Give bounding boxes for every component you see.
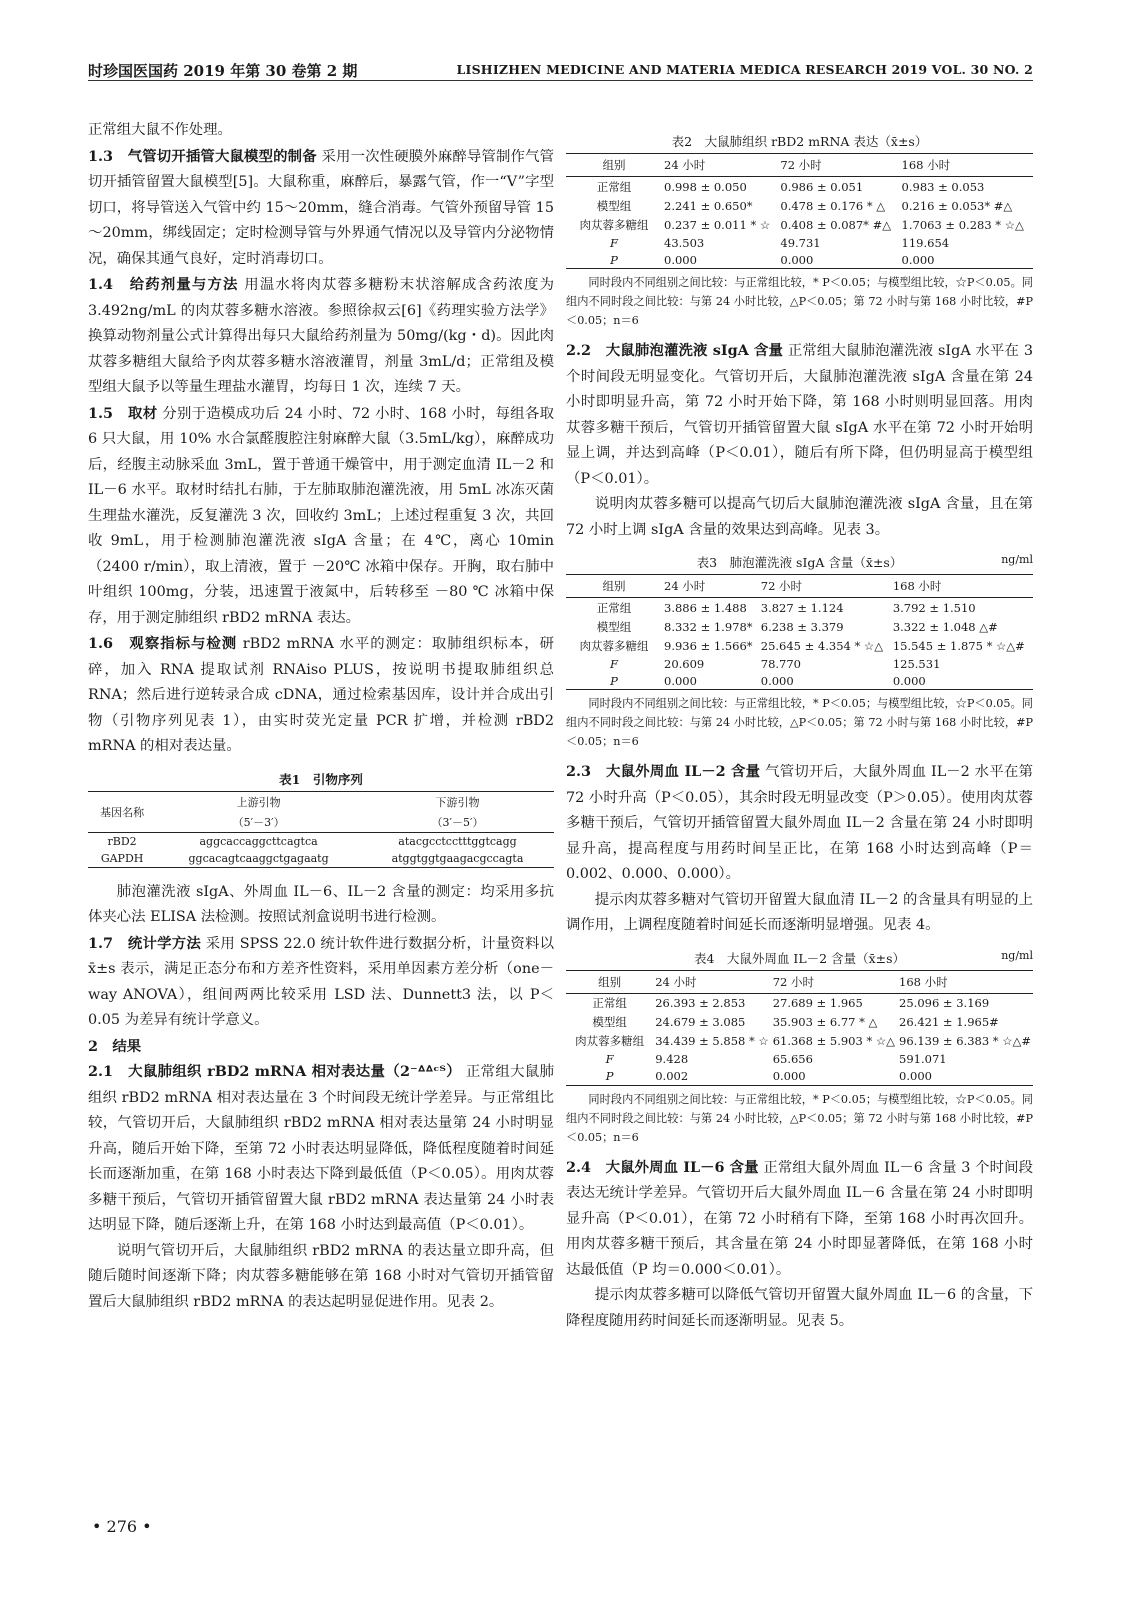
table-row: 正常组 3.886 ± 1.488 3.827 ± 1.124 3.792 ± 1.510 — [596, 600, 976, 615]
section-body: 气管切开后，大鼠外周血 IL－2 水平在第 72 小时升高（P＜0.05），其余时段无明显改变（P＞0.05）。使用肉苁蓉多糖干预后，气管切开插管留置大鼠外周血 IL－2 含量在第 24 小时即明显升高，提高程度与用药时间呈正比，在第 168 小时达到高峰（P＝0.002、0.000、0.000）。 — [566, 764, 1034, 882]
paragraph: 说明肉苁蓉多糖可以提高气切后大鼠肺泡灌洗液 sIgA 含量，且在第 72 小时上调 sIgA 含量的效果达到高峰。见表 3。 — [566, 496, 1033, 538]
table-3: 组别 24 小时 72 小时 168 小时 正常组 3.886 ± 1.488 3.827 ± 1.124 3.792 ± 1.510 模型组 8.332 ± 1.978* 6.238 ± 3.379 3.322 ± 1.048 △# 肉苁蓉多糖组 9.936 ± 1.566* 25.645 ± 4.354 * ☆△ 15.545 ± 1.875 * ☆△# F 20.609 78.770 125.531 P 0.000 0.000 0.000 — [566, 574, 1033, 690]
t1-header-up-dir: （5′－3′） — [156, 812, 361, 833]
header-rule — [88, 80, 1033, 81]
table-row: F 9.428 65.656 591.071 — [605, 1052, 947, 1066]
table-row: 模型组 8.332 ± 1.978* 6.238 ± 3.379 3.322 ± 1.048 △# — [596, 619, 998, 634]
right-column — [566, 132, 1033, 1334]
t1-header-down: 下游引物 — [435, 795, 480, 809]
section-heading: 1.4 给药剂量与方法 — [88, 276, 239, 293]
section-2-1 — [88, 1059, 554, 1239]
section-1-6 — [88, 631, 554, 760]
running-header — [0, 50, 1131, 80]
section-heading: 1.6 观察指标与检测 — [88, 635, 238, 652]
table-row: 正常组 0.998 ± 0.050 0.986 ± 0.051 0.983 ± 0.053 — [596, 179, 985, 194]
table-row: 肉苁蓉多糖组 9.936 ± 1.566* 25.645 ± 4.354 * ☆△ 15.545 ± 1.875 * ☆△# — [579, 638, 1025, 653]
section-body: 采用 SPSS 22.0 统计软件进行数据分析，计量资料以 x̄±s 表示，满足正态分布和方差齐性资料，采用单因素方差分析（one－way ANOVA），组间两两比较采用 LSD 法、Dunnett3 法，以 P＜0.05 为差异有统计学意义。 — [88, 935, 554, 1028]
table-row: 模型组 24.679 ± 3.085 35.903 ± 6.77 * △ 26.421 ± 1.965# — [592, 1015, 999, 1029]
table-row: P 0.000 0.000 0.000 — [610, 673, 926, 688]
table-3-caption: 表3 肺泡灌洗液 sIgA 含量（x̄±s） — [696, 555, 903, 570]
table-row: F 20.609 78.770 125.531 — [610, 656, 941, 671]
section-body: 正常组大鼠外周血 IL－6 含量 3 个时间段表达无统计学差异。气管切开后大鼠外周血 IL－6 含量在第 24 小时即明显升高（P＜0.01），在第 72 小时稍有下降，至第 168 小时再次回升。用肉苁蓉多糖干预后，其含量在第 24 小时即显著降低，在第 168 小时达最低值（P 均＝0.000＜0.01）。 — [566, 1159, 1033, 1278]
paragraph: 提示肉苁蓉多糖对气管切开留置大鼠血清 IL－2 的含量具有明显的上调作用，上调程度随着时间延长而逐渐明显增强。见表 4。 — [566, 891, 1033, 933]
table-4-note: 同时段内不同组别之间比较：与正常组比较，* P＜0.05；与模型组比较，☆P＜0.05。同组内不同时段之间比较：与第 24 小时比较，△P＜0.05；第 72 小时与第 168 小时比较，#P＜0.05；n＝6 — [566, 1092, 1033, 1144]
table-4-caption: 表4 大鼠外周血 IL－2 含量（x̄±s） — [693, 950, 906, 966]
page-number: • 276 • — [92, 1517, 152, 1536]
section-heading: 2.2 大鼠肺泡灌洗液 sIgA 含量 — [566, 342, 784, 359]
table-1-caption: 表1 引物序列 — [279, 771, 363, 787]
section-1-5 — [88, 401, 554, 632]
table-row: 肉苁蓉多糖组 34.439 ± 5.858 * ☆ 61.368 ± 5.903 * ☆△ 96.139 ± 6.383 * ☆△# — [575, 1034, 1031, 1048]
left-column — [88, 118, 554, 1315]
section-2-4 — [566, 1155, 1033, 1284]
section-heading: 1.3 气管切开插管大鼠模型的制备 — [88, 147, 317, 165]
section-1-4 — [88, 272, 554, 401]
table-row: 正常组 26.393 ± 2.853 27.689 ± 1.965 25.096 ± 3.169 — [592, 996, 990, 1010]
section-heading: 2.1 大鼠肺组织 rBD2 mRNA 相对表达量（2⁻ᐞᐞᶜᵀ） — [88, 1063, 462, 1080]
paragraph: 正常组大鼠不作处理。 — [88, 122, 232, 138]
section-heading: 2.3 大鼠外周血 IL－2 含量 — [566, 763, 761, 780]
paragraph: 肺泡灌洗液 sIgA、外周血 IL－6、IL－2 含量的测定：均采用多抗体夹心法 ELISA 法检测。按照试剂盒说明书进行检测。 — [88, 883, 554, 925]
t1-header-up: 上游引物 — [236, 795, 281, 809]
table-3-unit: ng/ml — [1001, 553, 1033, 566]
section-2-heading: 2 结果 — [88, 1037, 142, 1055]
table-row: P 0.002 0.000 0.000 — [605, 1069, 932, 1083]
table-row: 肉苁蓉多糖组 0.237 ± 0.011 * ☆ 0.408 ± 0.087* #△ 1.7063 ± 0.283 * ☆△ — [579, 217, 1024, 232]
section-heading: 1.5 取材 — [88, 404, 158, 422]
table-4-caption-row — [566, 949, 1033, 967]
t1-header-down-dir: （3′－5′） — [361, 812, 554, 833]
section-body: 用温水将肉苁蓉多糖粉末状溶解成含药浓度为 3.492ng/mL 的肉苁蓉多糖水溶液。参照徐叔云[6]《药理实验方法学》换算动物剂量公式计算得出每只大鼠给药剂量为 50mg/(kg・d)。因此肉苁蓉多糖组大鼠给予肉苁蓉多糖水溶液灌胃，剂量 3mL/d；正常组及模型组大鼠予以等量生理盐水灌胃，均每日 1 次，连续 7 天。 — [88, 277, 554, 395]
table-row: rBD2 aggcaccaggcttcagtca atacgcctcctttggtcagg — [107, 834, 517, 848]
table-row: 模型组 2.241 ± 0.650* 0.478 ± 0.176 * △ 0.216 ± 0.053* #△ — [596, 198, 1013, 213]
journal-title-cn: 时珍国医国药 2019 年第 30 卷第 2 期 — [88, 62, 358, 80]
section-body: 分别于造模成功后 24 小时、72 小时、168 小时，每组各取 6 只大鼠，用 10% 水合氯醛腹腔注射麻醉大鼠（3.5mL/kg），麻醉成功后，经腹主动脉采血 3mL，置于普通干燥管中，用于测定血清 IL－2 和 IL－6 水平。取材时结扎右肺，于左肺取肺泡灌洗液，用 5mL 冰冻灭菌生理盐水灌洗，反复灌洗 3 次，回收约 3mL；上述过程重复 3 次，共回收 9mL，用于检测肺泡灌洗液 sIgA 含量；在 4℃，离心 10min（2400 r/min），取上清液，置于 －20℃ 冰箱中保存。开胸，取右肺中叶组织 100mg，分装，迅速置于液氮中，后转移至 －80 ℃ 冰箱中保存，用于测定肺组织 rBD2 mRNA 表达。 — [88, 405, 554, 626]
table-4: 组别 24 小时 72 小时 168 小时 正常组 26.393 ± 2.853 27.689 ± 1.965 25.096 ± 3.169 模型组 24.679 ± 3.085 35.903 ± 6.77 * △ 26.421 ± 1.965# 肉苁蓉多糖组 34.439 ± 5.858 * ☆ 61.368 ± 5.903 * ☆△ 96.139 ± 6.383 * ☆△# F 9.428 65.656 591.071 P 0.002 0.000 0.000 — [566, 970, 1033, 1086]
t1-header-gene: 基因名称 — [88, 791, 156, 832]
table-row: F 43.503 49.731 119.654 — [610, 235, 950, 250]
section-2-3 — [566, 759, 1033, 888]
section-body: rBD2 mRNA 水平的测定：取肺组织标本，研碎，加入 RNA 提取试剂 RNAiso PLUS，按说明书提取肺组织总 RNA；然后进行逆转录合成 cDNA，通过检索基因库，设计并合成出引物（引物序列见表 1），由实时荧光定量 PCR 扩增，并检测 rBD2 mRNA 的相对表达量。 — [88, 636, 554, 754]
paragraph: 提示肉苁蓉多糖可以降低气管切开留置大鼠外周血 IL－6 的含量，下降程度随用药时间延长而逐渐明显。见表 5。 — [566, 1287, 1033, 1329]
table-3-note: 同时段内不同组别之间比较：与正常组比较，* P＜0.05；与模型组比较，☆P＜0.05。同组内不同时段之间比较：与第 24 小时比较，△P＜0.05；第 72 小时与第 168 小时比较，#P＜0.05；n＝6 — [566, 697, 1033, 748]
table-3-caption-row — [566, 553, 1033, 571]
table-1 — [88, 791, 554, 868]
section-body: 采用一次性硬膜外麻醉导管制作气管切开插管留置大鼠模型[5]。大鼠称重，麻醉后，暴露气管，作一“V”字型切口，将导管送入气管中约 15～20mm，缝合消毒。气管外预留导管 15～20mm，绑线固定；定时检测导管与外界通气情况以及导管内分泌物情况，确保其通气良好，定时消毒切口。 — [88, 148, 554, 267]
table-4-unit: ng/ml — [1001, 948, 1033, 962]
journal-title-en: LISHIZHEN MEDICINE AND MATERIA MEDICA RESEARCH 2019 VOL. 30 NO. 2 — [456, 62, 1033, 77]
paragraph: 说明气管切开后，大鼠肺组织 rBD2 mRNA 的表达量立即升高，但随后随时间逐渐下降；肉苁蓉多糖能够在第 168 小时对气管切开插管留置后大鼠肺组织 rBD2 mRNA 的表达起明显促进作用。见表 2。 — [88, 1242, 554, 1310]
table-2-note: 同时段内不同组别之间比较：与正常组比较，* P＜0.05；与模型组比较，☆P＜0.05。同组内不同时段之间比较：与第 24 小时比较，△P＜0.05；第 72 小时与第 168 小时比较，#P＜0.05；n＝6 — [566, 276, 1033, 327]
section-heading: 2.4 大鼠外周血 IL－6 含量 — [566, 1158, 759, 1176]
table-row: P 0.000 0.000 0.000 — [610, 252, 935, 267]
section-1-7 — [88, 931, 554, 1034]
table-2: 组别 24 小时 72 小时 168 小时 正常组 0.998 ± 0.050 0.986 ± 0.051 0.983 ± 0.053 模型组 2.241 ± 0.650* 0.478 ± 0.176 * △ 0.216 ± 0.053* #△ 肉苁蓉多糖组 0.237 ± 0.011 * ☆ 0.408 ± 0.087* #△ 1.7063 ± 0.283 * ☆△ F 43.503 49.731 119.654 P 0.000 0.000 0.000 — [566, 153, 1033, 269]
table-row: GAPDH ggcacagtcaaggctgagaatg atggtggtgaagacgccagta — [100, 851, 524, 865]
section-1-3 — [88, 144, 554, 273]
table-2-caption: 表2 大鼠肺组织 rBD2 mRNA 表达（x̄±s） — [671, 134, 928, 149]
section-body: 正常组大鼠肺泡灌洗液 sIgA 水平在 3 个时间段无明显变化。气管切开后，大鼠肺泡灌洗液 sIgA 含量在第 24 小时即明显升高，第 72 小时开始下降，第 168 小时则明显回落。用肉苁蓉多糖干预后，气管切开插管留置大鼠 sIgA 水平在第 72 小时开始明显上调，并达到高峰（P＜0.01），随后有所下降，但仍明显高于模型组（P＜0.01）。 — [566, 343, 1033, 487]
section-body: 正常组大鼠肺组织 rBD2 mRNA 相对表达量在 3 个时间段无统计学差异。与正常组比较，气管切开后，大鼠肺组织 rBD2 mRNA 相对表达量第 24 小时明显升高，随后开始下降，至第 72 小时表达明显降低，降低程度随着时间延长而逐渐加重，在第 168 小时表达下降到最低值（P＜0.05）。用肉苁蓉多糖干预后，气管切开插管留置大鼠 rBD2 mRNA 表达量第 24 小时表达明显下降，随后逐渐上升，在第 168 小时达到最高值（P＜0.01）。 — [88, 1064, 554, 1233]
section-heading: 1.7 统计学方法 — [88, 934, 201, 952]
section-2-2 — [566, 338, 1033, 492]
